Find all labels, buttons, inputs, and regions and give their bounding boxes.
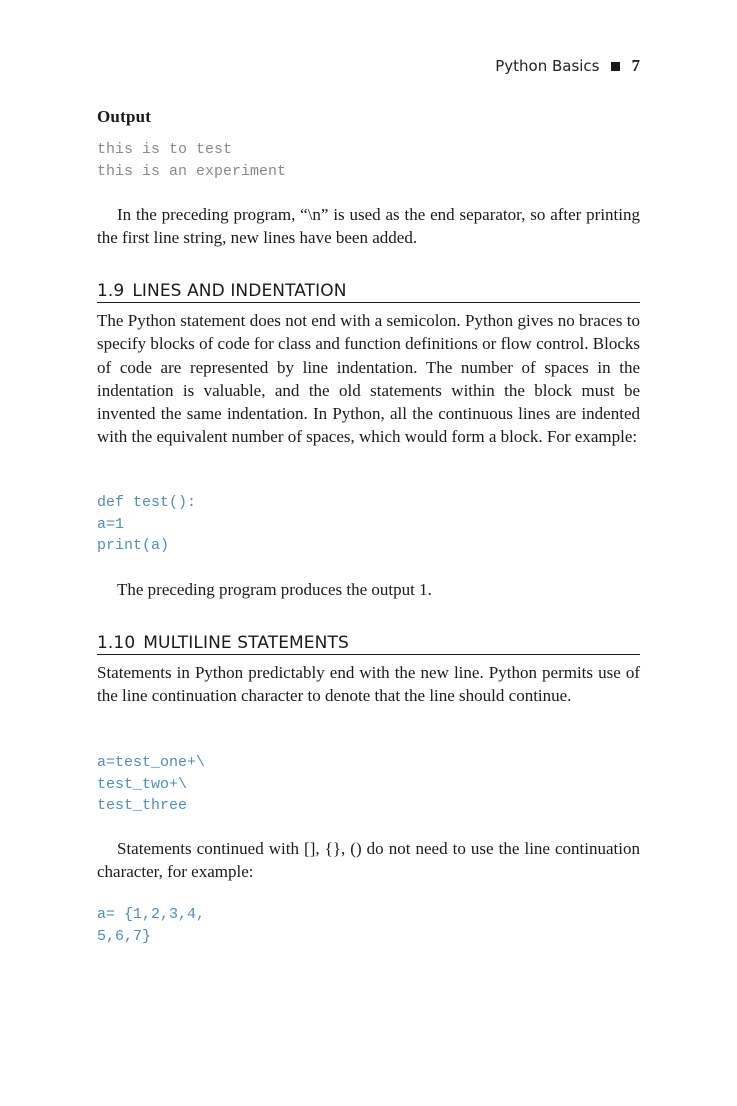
paragraph-multiline: Statements in Python predictably end with the new line. Python permits use of the line continuation character to denote that the line should continue. — [97, 663, 640, 706]
section-number: 1.9 — [97, 281, 125, 301]
output-label: Output — [97, 107, 152, 126]
page-number: 7 — [631, 56, 640, 75]
code-block-def-test: def test(): a=1 print(a) — [97, 494, 197, 554]
section-title: LINES AND INDENTATION — [132, 281, 347, 301]
paragraph-lines-indentation: The Python statement does not end with a semicolon. Python gives no braces to specify blocks of code for class and function definitions or flow control. Blocks of code are represented by line indentation. The number of spaces in the indentation is valuable, and the old statements within the block must be invented the same indentation. In Python, all the continuous lines are indented with the equivalent number of spaces, which would form a block. For example: — [97, 311, 640, 447]
section-heading-1-9 — [97, 281, 640, 303]
paragraph-brackets: Statements continued with [], {}, () do not need to use the line continuation character, for example: — [97, 839, 640, 882]
running-head — [495, 56, 640, 76]
paragraph-end-separator: In the preceding program, “\n” is used as the end separator, so after printing the first line string, new lines have been added. — [97, 205, 640, 248]
paragraph-output-1: The preceding program produces the output 1. — [117, 580, 432, 599]
section-heading-1-10 — [97, 633, 640, 655]
square-bullet-icon — [611, 62, 620, 71]
code-block-continuation: a=test_one+\ test_two+\ test_three — [97, 754, 206, 814]
output-code-block: this is to test this is an experiment — [97, 141, 287, 180]
section-title: MULTILINE STATEMENTS — [143, 633, 349, 653]
code-block-set: a= {1,2,3,4, 5,6,7} — [97, 906, 206, 945]
section-number: 1.10 — [97, 633, 136, 653]
running-head-title: Python Basics — [495, 57, 600, 75]
